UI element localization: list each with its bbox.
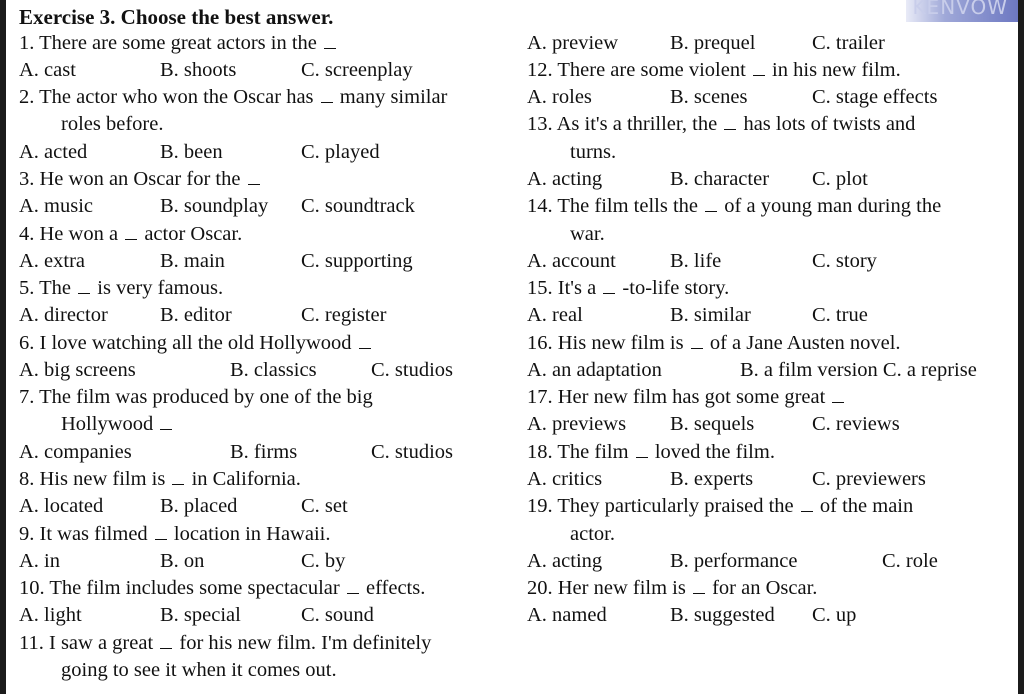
q15-option-a[interactable]: A. real bbox=[527, 304, 583, 326]
q13-option-a[interactable]: A. acting bbox=[527, 168, 603, 190]
question-18: 18. The film loved the film. bbox=[527, 441, 775, 463]
answer-blank[interactable] bbox=[347, 575, 359, 594]
answer-blank[interactable] bbox=[603, 275, 615, 294]
q7-option-c[interactable]: C. studios bbox=[371, 441, 454, 463]
q17-option-b[interactable]: B. sequels bbox=[670, 413, 755, 435]
q5-option-c[interactable]: C. register bbox=[301, 304, 387, 326]
q9-option-c[interactable]: C. by bbox=[301, 550, 346, 572]
q20-option-b[interactable]: B. suggested bbox=[670, 604, 775, 626]
q15-option-b[interactable]: B. similar bbox=[670, 304, 751, 326]
q4-option-b[interactable]: B. main bbox=[160, 250, 225, 272]
q18-option-a[interactable]: A. critics bbox=[527, 468, 603, 490]
question-13-continued: turns. bbox=[570, 141, 617, 163]
question-1: 1. There are some great actors in the bbox=[19, 30, 338, 57]
q6-option-b[interactable]: B. classics bbox=[230, 359, 317, 381]
q11-option-b[interactable]: B. prequel bbox=[670, 32, 756, 54]
q12-option-c[interactable]: C. stage effects bbox=[812, 86, 938, 108]
q2-option-b[interactable]: B. been bbox=[160, 141, 223, 163]
q8-option-b[interactable]: B. placed bbox=[160, 495, 238, 517]
q20-option-c[interactable]: C. up bbox=[812, 604, 857, 626]
q8-option-c[interactable]: C. set bbox=[301, 495, 348, 517]
q14-option-c[interactable]: C. story bbox=[812, 250, 877, 272]
q18-option-b[interactable]: B. experts bbox=[670, 468, 754, 490]
question-2: 2. The actor who won the Oscar has many similar bbox=[19, 86, 448, 108]
q9-option-b[interactable]: B. on bbox=[160, 550, 205, 572]
question-10: 10. The film includes some spectacular effects. bbox=[19, 577, 426, 599]
answer-blank[interactable] bbox=[705, 193, 717, 212]
q13-option-c[interactable]: C. plot bbox=[812, 168, 868, 190]
q19-option-c[interactable]: C. role bbox=[882, 550, 938, 572]
q17-option-c[interactable]: C. reviews bbox=[812, 413, 900, 435]
q14-option-b[interactable]: B. life bbox=[670, 250, 722, 272]
question-12: 12. There are some violent in his new film. bbox=[527, 59, 901, 81]
q1-option-a[interactable]: A. cast bbox=[19, 59, 76, 81]
question-8: 8. His new film is in California. bbox=[19, 468, 301, 490]
answer-blank[interactable] bbox=[160, 630, 172, 649]
answer-blank[interactable] bbox=[724, 111, 736, 130]
question-4: 4. He won a actor Oscar. bbox=[19, 223, 243, 245]
q1-option-c[interactable]: C. screenplay bbox=[301, 59, 413, 81]
q10-option-b[interactable]: B. special bbox=[160, 604, 241, 626]
q5-option-a[interactable]: A. director bbox=[19, 304, 108, 326]
answer-blank[interactable] bbox=[753, 57, 765, 76]
q4-option-c[interactable]: C. supporting bbox=[301, 250, 413, 272]
q2-option-a[interactable]: A. acted bbox=[19, 141, 88, 163]
q4-option-a[interactable]: A. extra bbox=[19, 250, 86, 272]
q14-option-a[interactable]: A. account bbox=[527, 250, 616, 272]
answer-blank[interactable] bbox=[125, 221, 137, 240]
question-15: 15. It's a -to-life story. bbox=[527, 277, 730, 299]
q12-option-a[interactable]: A. roles bbox=[527, 86, 592, 108]
question-20: 20. Her new film is for an Oscar. bbox=[527, 577, 818, 599]
question-16: 16. His new film is of a Jane Austen novel. bbox=[527, 332, 901, 354]
q12-option-b[interactable]: B. scenes bbox=[670, 86, 748, 108]
answer-blank[interactable] bbox=[691, 330, 703, 349]
question-11-continued: going to see it when it comes out. bbox=[61, 659, 337, 681]
q18-option-c[interactable]: C. previewers bbox=[812, 468, 926, 490]
q20-option-a[interactable]: A. named bbox=[527, 604, 607, 626]
question-11: 11. I saw a great for his new film. I'm definitely bbox=[19, 632, 432, 654]
q7-option-b[interactable]: B. firms bbox=[230, 441, 298, 463]
question-7: 7. The film was produced by one of the big bbox=[19, 386, 373, 408]
q7-option-a[interactable]: A. companies bbox=[19, 441, 132, 463]
q9-option-a[interactable]: A. in bbox=[19, 550, 60, 572]
q3-option-a[interactable]: A. music bbox=[19, 195, 94, 217]
answer-blank[interactable] bbox=[172, 466, 184, 485]
q5-option-b[interactable]: B. editor bbox=[160, 304, 232, 326]
q17-option-a[interactable]: A. previews bbox=[527, 413, 627, 435]
answer-blank[interactable] bbox=[155, 521, 167, 540]
answer-blank[interactable] bbox=[801, 493, 813, 512]
answer-blank[interactable] bbox=[248, 166, 260, 185]
answer-blank[interactable] bbox=[693, 575, 705, 594]
q10-option-a[interactable]: A. light bbox=[19, 604, 82, 626]
q16-option-a[interactable]: A. an adaptation bbox=[527, 359, 662, 381]
q3-option-c[interactable]: C. soundtrack bbox=[301, 195, 415, 217]
answer-blank[interactable] bbox=[359, 330, 371, 349]
q19-option-b[interactable]: B. performance bbox=[670, 550, 798, 572]
q6-option-a[interactable]: A. big screens bbox=[19, 359, 136, 381]
q11-option-a[interactable]: A. preview bbox=[527, 32, 619, 54]
answer-blank[interactable] bbox=[324, 30, 336, 49]
q13-option-b[interactable]: B. character bbox=[670, 168, 770, 190]
q8-option-a[interactable]: A. located bbox=[19, 495, 104, 517]
exercise-title: Exercise 3. Choose the best answer. bbox=[19, 5, 334, 29]
q16-option-bc[interactable]: B. a film version C. a reprise bbox=[740, 359, 977, 381]
answer-blank[interactable] bbox=[160, 411, 172, 430]
q3-option-b[interactable]: B. soundplay bbox=[160, 195, 269, 217]
answer-blank[interactable] bbox=[636, 439, 648, 458]
question-9: 9. It was filmed location in Hawaii. bbox=[19, 523, 331, 545]
q2-option-c[interactable]: C. played bbox=[301, 141, 380, 163]
corner-watermark: KENVOW bbox=[906, 0, 1018, 22]
question-14: 14. The film tells the of a young man during the bbox=[527, 195, 942, 217]
question-6: 6. I love watching all the old Hollywood bbox=[19, 330, 373, 357]
answer-blank[interactable] bbox=[832, 384, 844, 403]
question-19-continued: actor. bbox=[570, 523, 615, 545]
question-14-continued: war. bbox=[570, 223, 605, 245]
question-7-continued: Hollywood bbox=[61, 411, 174, 438]
question-2-continued: roles before. bbox=[61, 113, 164, 135]
question-5: 5. The is very famous. bbox=[19, 277, 224, 299]
question-19: 19. They particularly praised the of the main bbox=[527, 495, 914, 517]
answer-blank[interactable] bbox=[321, 84, 333, 103]
question-13: 13. As it's a thriller, the has lots of twists and bbox=[527, 113, 916, 135]
q15-option-c[interactable]: C. true bbox=[812, 304, 868, 326]
answer-blank[interactable] bbox=[78, 275, 90, 294]
question-17: 17. Her new film has got some great bbox=[527, 384, 846, 411]
question-3: 3. He won an Oscar for the bbox=[19, 166, 262, 193]
q11-option-c[interactable]: C. trailer bbox=[812, 32, 885, 54]
q6-option-c[interactable]: C. studios bbox=[371, 359, 454, 381]
q1-option-b[interactable]: B. shoots bbox=[160, 59, 237, 81]
q10-option-c[interactable]: C. sound bbox=[301, 604, 374, 626]
q19-option-a[interactable]: A. acting bbox=[527, 550, 603, 572]
